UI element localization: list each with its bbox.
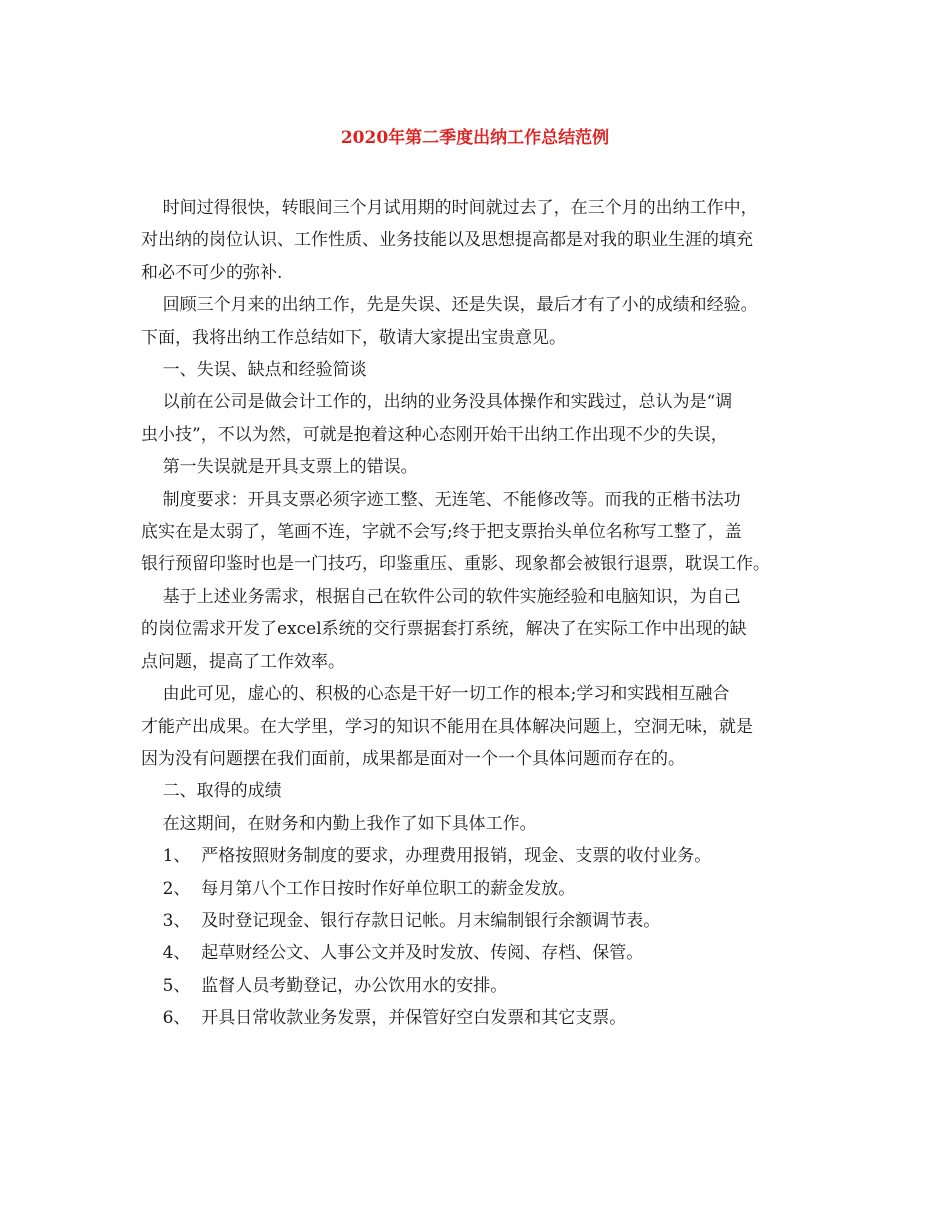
body-line: 第一失误就是开具支票上的错误。 <box>141 457 418 478</box>
body-line: 在这期间，在财务和内勤上我作了如下具体工作。 <box>141 813 537 834</box>
body-line: 对出纳的岗位认识、工作性质、业务技能以及思想提高都是对我的职业生涯的填充 <box>141 230 753 251</box>
body-line: 银行预留印鉴时也是一门技巧，印鉴重压、重影、现象都会被银行退票，耽误工作。 <box>141 554 770 575</box>
list-item: 3、 及时登记现金、银行存款日记帐。月末编制银行余额调节表。 <box>141 910 661 931</box>
body-line: 时间过得很快，转眼间三个月试用期的时间就过去了，在三个月的出纳工作中， <box>141 198 758 218</box>
list-item: 2、 每月第八个工作日按时作好单位职工的薪金发放。 <box>141 878 576 899</box>
body-line: 虫小技”，不以为然，可就是抱着这种心态刚开始干出纳工作出现不少的失误， <box>141 424 728 445</box>
body-line: 的岗位需求开发了excel系统的交行票据套打系统，解决了在实际工作中出现的缺 <box>141 619 747 640</box>
document-title: 2020年第二季度出纳工作总结范例 <box>340 128 610 148</box>
body-line: 制度要求：开具支票必须字迹工整、无连笔、不能修改等。而我的正楷书法功 <box>141 489 741 510</box>
list-item: 6、 开具日常收款业务发票，并保管好空白发票和其它支票。 <box>141 1008 627 1029</box>
body-line: 下面，我将出纳工作总结如下，敬请大家提出宝贵意见。 <box>141 327 566 348</box>
body-line: 以前在公司是做会计工作的，出纳的业务没具体操作和实践过，总认为是“调 <box>141 392 733 413</box>
body-line: 回顾三个月来的出纳工作，先是失误、还是失误，最后才有了小的成绩和经验。 <box>141 295 758 316</box>
body-line: 点问题，提高了工作效率。 <box>141 651 345 672</box>
list-item: 1、 严格按照财务制度的要求，办理费用报销，现金、支票的收付业务。 <box>141 846 712 867</box>
body-line: 由此可见，虚心的、积极的心态是干好一切工作的根本;学习和实践相互融合 <box>141 684 730 705</box>
body-line: 才能产出成果。在大学里，学习的知识不能用在具体解决问题上，空洞无味，就是 <box>141 716 753 737</box>
body-line: 和必不可少的弥补. <box>141 262 283 283</box>
list-item: 4、 起草财经公文、人事公文并及时发放、传阅、存档、保管。 <box>141 943 644 964</box>
section-heading: 一、失误、缺点和经验简谈 <box>141 360 367 381</box>
list-item: 5、 监督人员考勤登记，办公饮用水的安排。 <box>141 975 508 996</box>
body-line: 底实在是太弱了，笔画不连，字就不会写;终于把支票抬头单位名称写工整了，盖 <box>141 522 742 543</box>
section-heading: 二、取得的成绩 <box>141 781 282 802</box>
document-body <box>141 192 831 1035</box>
body-line: 因为没有问题摆在我们面前，成果都是面对一个一个具体问题而存在的。 <box>141 748 685 769</box>
body-line: 基于上述业务需求，根据自己在软件公司的软件实施经验和电脑知识，为自己 <box>141 586 741 607</box>
